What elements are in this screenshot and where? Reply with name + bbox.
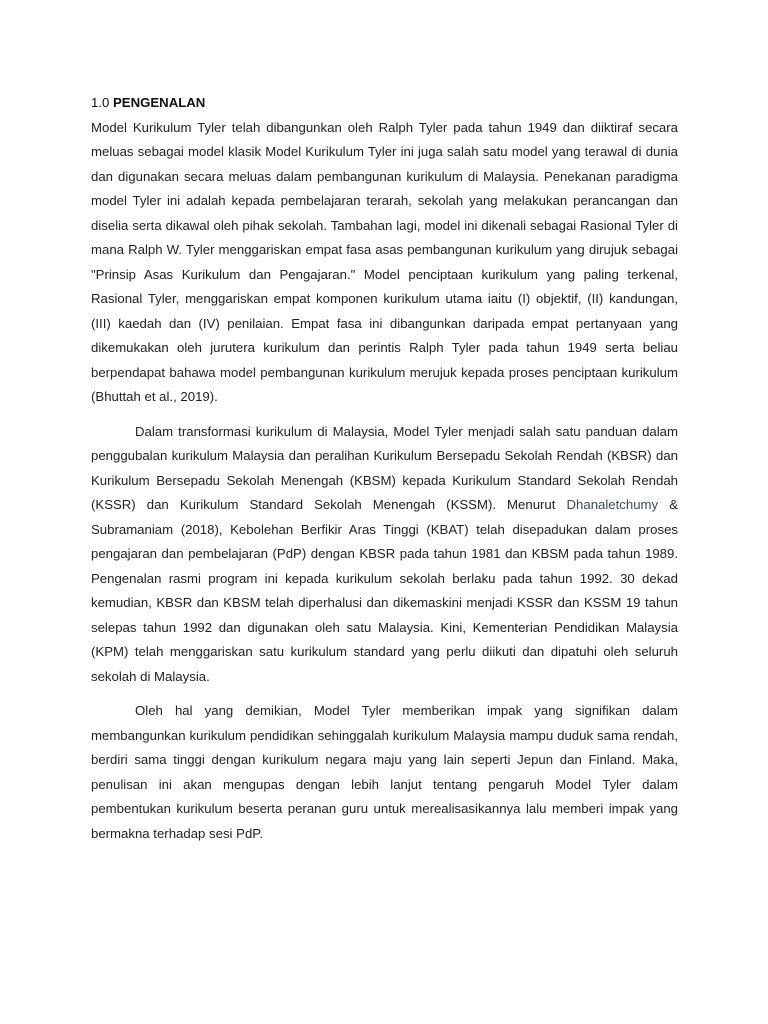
paragraph-2-text-before: Dalam transformasi kurikulum di Malaysia, Model Tyler menjadi salah satu panduan dalam penggubalan kurikulum Malaysia dan peralihan Kurikulum Bersepadu Sekolah Rendah (KBSR) dan Kurikulum Bersepadu Sekolah Menengah (KBSM) kepada Kurikulum Standard Sekolah Rendah (KSSR) dan Kurikulum Standard Sekolah Menengah (KSSM). Menurut — [91, 423, 678, 512]
paragraph-3: Oleh hal yang demikian, Model Tyler memberikan impak yang signifikan dalam membangunkan kurikulum pendidikan sehinggalah kurikulum Malaysia mampu duduk sama rendah, berdiri sama tinggi dengan kurikulum negara maju yang lain seperti Jepun dan Finland. Maka, penulisan ini akan mengupas dengan lebih lanjut tentang pengaruh Model Tyler dalam pembentukan kurikulum beserta peranan guru untuk merealisasikannya lalu memberi impak yang bermakna terhadap sesi PdP. — [91, 703, 678, 841]
paragraph-2 — [91, 420, 678, 690]
cited-author: Dhanaletchumy — [566, 497, 659, 512]
section-number: 1.0 — [91, 95, 110, 110]
paragraph-1: Model Kurikulum Tyler telah dibangunkan oleh Ralph Tyler pada tahun 1949 dan diiktiraf secara meluas sebagai model klasik Model Kurikulum Tyler ini juga salah satu model yang terawal di dunia dan digunakan secara meluas dalam pembangunan kurikulum di Malaysia. Penekanan paradigma model Tyler ini adalah kepada pembelajaran terarah, sekolah yang melakukan perancangan dan diselia serta dikawal oleh pihak sekolah. Tambahan lagi, model ini dikenali sebagai Rasional Tyler di mana Ralph W. Tyler menggariskan empat fasa asas pembangunan kurikulum yang dirujuk sebagai "Prinsip Asas Kurikulum dan Pengajaran." Model penciptaan kurikulum yang paling terkenal, Rasional Tyler, menggariskan empat komponen kurikulum utama iaitu (I) objektif, (II) kandungan, (III) kaedah dan (IV) penilaian. Empat fasa ini dibangunkan daripada empat pertanyaan yang dikemukakan oleh jurutera kurikulum dan perintis Ralph Tyler pada tahun 1949 serta beliau berpendapat bahawa model pembangunan kurikulum merujuk kepada proses penciptaan kurikulum (Bhuttah et al., 2019). — [91, 119, 678, 404]
section-title: PENGENALAN — [113, 95, 206, 110]
section-heading — [91, 91, 678, 116]
paragraph-2-text-after: & Subramaniam (2018), Kebolehan Berfikir Aras Tinggi (KBAT) telah disepadukan dalam proses pengajaran dan pembelajaran (PdP) dengan KBSR pada tahun 1981 dan KBSM pada tahun 1989. Pengenalan rasmi program ini kepada kurikulum sekolah berlaku pada tahun 1992. 30 dekad kemudian, KBSR dan KBSM telah diperhalusi dan dikemaskini menjadi KSSR dan KSSM 19 tahun selepas tahun 1992 dan digunakan oleh satu Malaysia. Kini, Kementerian Pendidikan Malaysia (KPM) telah menggariskan satu kurikulum standard yang perlu diikuti dan dipatuhi oleh seluruh sekolah di Malaysia. — [91, 497, 678, 684]
document-page — [91, 91, 678, 846]
